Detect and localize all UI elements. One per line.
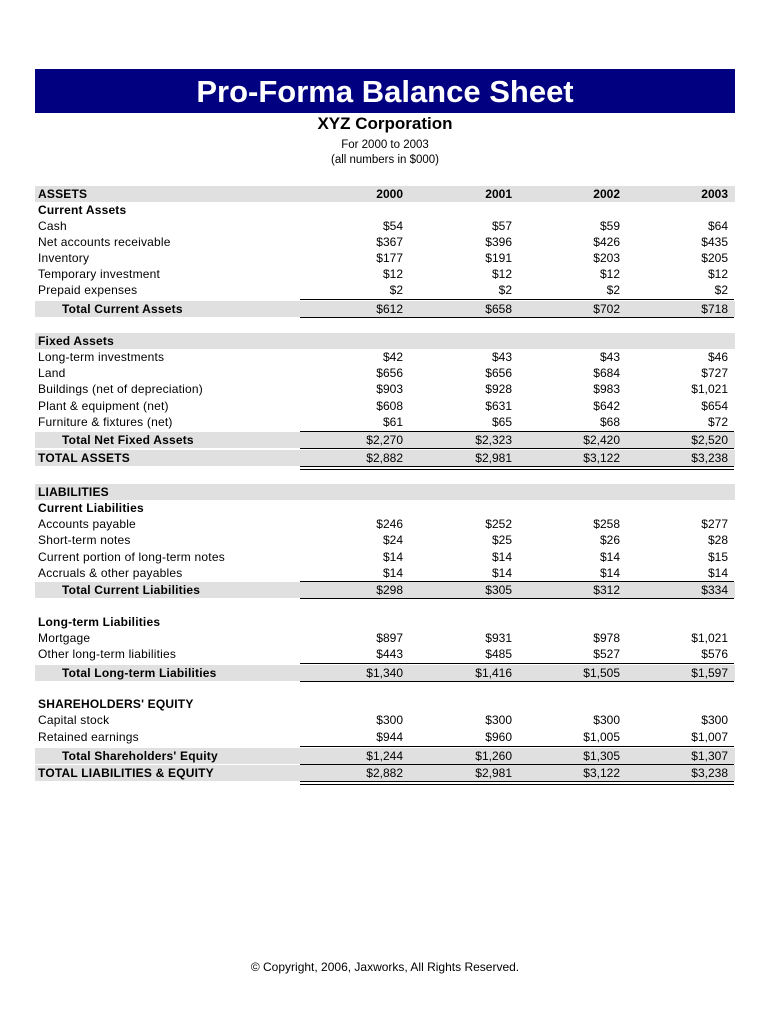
total-row	[35, 301, 735, 317]
total-value: $3,122	[583, 766, 620, 780]
cell-value: $1,005	[583, 730, 620, 744]
cell-value: $15	[707, 550, 728, 564]
cell-value: $576	[701, 647, 728, 661]
total-value: $2,520	[691, 433, 728, 447]
total-value: $3,238	[691, 451, 728, 465]
row-label: Temporary investment	[38, 267, 161, 281]
total-value: $1,305	[583, 749, 620, 763]
section-heading-row	[35, 614, 735, 630]
total-value: $3,238	[691, 766, 728, 780]
cell-value: $12	[707, 267, 728, 281]
total-value: $2,882	[366, 766, 403, 780]
row-label: Capital stock	[38, 713, 110, 727]
row-label: Land	[38, 366, 66, 380]
cell-value: $59	[599, 219, 620, 233]
divider-line	[300, 448, 734, 449]
cell-value: $527	[593, 647, 620, 661]
cell-value: $631	[485, 399, 512, 413]
cell-value: $205	[701, 251, 728, 265]
cell-value: $43	[491, 350, 512, 364]
cell-value: $252	[485, 517, 512, 531]
cell-value: $960	[485, 730, 512, 744]
liabilities-heading: LIABILITIES	[38, 485, 109, 499]
cell-value: $426	[593, 235, 620, 249]
row-label: Short-term notes	[38, 533, 131, 547]
cell-value: $1,007	[691, 730, 728, 744]
table-row	[35, 365, 735, 381]
total-value: $702	[593, 302, 620, 316]
table-row	[35, 349, 735, 365]
cell-value: $654	[701, 399, 728, 413]
total-value: $1,597	[691, 666, 728, 680]
cell-value: $12	[599, 267, 620, 281]
cell-value: $25	[491, 533, 512, 547]
cell-value: $42	[382, 350, 403, 364]
section-heading: Fixed Assets	[38, 334, 114, 348]
total-row	[35, 582, 735, 598]
cell-value: $300	[376, 713, 403, 727]
total-value: $718	[701, 302, 728, 316]
total-value: $298	[376, 583, 403, 597]
total-row	[35, 432, 735, 448]
row-label: Net accounts receivable	[38, 235, 171, 249]
cell-value: $246	[376, 517, 403, 531]
cell-value: $43	[599, 350, 620, 364]
total-value: $658	[485, 302, 512, 316]
total-value: $2,323	[475, 433, 512, 447]
row-label: Accounts payable	[38, 517, 136, 531]
total-value: $3,122	[583, 451, 620, 465]
cell-value: $14	[707, 566, 728, 580]
divider-line	[300, 784, 734, 785]
row-label: Plant & equipment (net)	[38, 399, 169, 413]
total-value: $1,244	[366, 749, 403, 763]
assets-header-row	[35, 186, 735, 202]
cell-value: $300	[485, 713, 512, 727]
cell-value: $396	[485, 235, 512, 249]
year-2000: 2000	[376, 187, 403, 201]
cell-value: $203	[593, 251, 620, 265]
total-label: Total Current Assets	[62, 302, 183, 316]
table-row	[35, 549, 735, 565]
section-heading: Current Assets	[38, 203, 127, 217]
section-heading-row	[35, 696, 735, 712]
total-value: $305	[485, 583, 512, 597]
table-row	[35, 218, 735, 234]
section-heading: SHAREHOLDERS' EQUITY	[38, 697, 194, 711]
cell-value: $608	[376, 399, 403, 413]
year-2003: 2003	[701, 187, 728, 201]
total-value: $2,981	[475, 451, 512, 465]
page-title: Pro-Forma Balance Sheet	[35, 69, 735, 113]
grand-total-row	[35, 450, 735, 466]
row-label: Cash	[38, 219, 67, 233]
cell-value: $928	[485, 382, 512, 396]
cell-value: $642	[593, 399, 620, 413]
cell-value: $300	[701, 713, 728, 727]
table-row	[35, 565, 735, 581]
cell-value: $944	[376, 730, 403, 744]
cell-value: $277	[701, 517, 728, 531]
divider-line	[300, 469, 734, 470]
divider-line	[300, 598, 734, 599]
total-value: $1,416	[475, 666, 512, 680]
section-heading: Current Liabilities	[38, 501, 144, 515]
table-row	[35, 516, 735, 532]
row-label: Furniture & fixtures (net)	[38, 415, 173, 429]
total-value: $1,340	[366, 666, 403, 680]
cell-value: $903	[376, 382, 403, 396]
cell-value: $485	[485, 647, 512, 661]
total-value: $334	[701, 583, 728, 597]
section-heading-row	[35, 333, 735, 349]
section-heading-row	[35, 500, 735, 516]
row-label: Mortgage	[38, 631, 91, 645]
row-label: Long-term investments	[38, 350, 165, 364]
table-row	[35, 266, 735, 282]
cell-value: $684	[593, 366, 620, 380]
cell-value: $64	[707, 219, 728, 233]
section-heading: Long-term Liabilities	[38, 615, 161, 629]
row-label: Prepaid expenses	[38, 283, 138, 297]
cell-value: $14	[599, 550, 620, 564]
table-row	[35, 282, 735, 298]
cell-value: $727	[701, 366, 728, 380]
liabilities-header-row	[35, 484, 735, 500]
cell-value: $2	[389, 283, 403, 297]
total-value: $1,260	[475, 749, 512, 763]
total-label: Total Shareholders' Equity	[62, 749, 218, 763]
total-value: $1,505	[583, 666, 620, 680]
row-label: Other long-term liabilities	[38, 647, 177, 661]
total-row	[35, 748, 735, 764]
total-label: Total Current Liabilities	[62, 583, 201, 597]
divider-line	[300, 663, 734, 664]
total-value: $612	[376, 302, 403, 316]
period-text: For 2000 to 2003	[341, 139, 429, 151]
cell-value: $68	[599, 415, 620, 429]
table-row	[35, 250, 735, 266]
cell-value: $2	[498, 283, 512, 297]
company-name: XYZ Corporation	[317, 114, 453, 133]
row-label: Inventory	[38, 251, 90, 265]
units-text: (all numbers in $000)	[330, 154, 440, 166]
cell-value: $54	[382, 219, 403, 233]
divider-line	[300, 781, 734, 782]
row-label: Retained earnings	[38, 730, 139, 744]
total-label: TOTAL ASSETS	[38, 451, 130, 465]
grand-total-row	[35, 765, 735, 781]
cell-value: $14	[382, 550, 403, 564]
cell-value: $65	[491, 415, 512, 429]
cell-value: $24	[382, 533, 403, 547]
cell-value: $28	[707, 533, 728, 547]
divider-line	[300, 317, 734, 318]
total-value: $1,307	[691, 749, 728, 763]
table-row	[35, 630, 735, 646]
copyright-text: © Copyright, 2006, Jaxworks, All Rights Reserved.	[250, 960, 520, 974]
cell-value: $2	[606, 283, 620, 297]
cell-value: $61	[382, 415, 403, 429]
cell-value: $177	[376, 251, 403, 265]
cell-value: $435	[701, 235, 728, 249]
divider-line	[300, 746, 734, 747]
cell-value: $1,021	[691, 382, 728, 396]
row-label: Buildings (net of depreciation)	[38, 382, 203, 396]
cell-value: $57	[491, 219, 512, 233]
cell-value: $656	[485, 366, 512, 380]
total-label: TOTAL LIABILITIES & EQUITY	[38, 766, 214, 780]
total-value: $2,270	[366, 433, 403, 447]
cell-value: $26	[599, 533, 620, 547]
cell-value: $14	[599, 566, 620, 580]
table-row	[35, 381, 735, 397]
cell-value: $14	[491, 550, 512, 564]
cell-value: $897	[376, 631, 403, 645]
table-row	[35, 414, 735, 430]
divider-line	[300, 466, 734, 467]
table-row	[35, 712, 735, 728]
table-row	[35, 398, 735, 414]
total-value: $312	[593, 583, 620, 597]
cell-value: $14	[382, 566, 403, 580]
row-label: Accruals & other payables	[38, 566, 183, 580]
cell-value: $72	[707, 415, 728, 429]
cell-value: $12	[491, 267, 512, 281]
cell-value: $367	[376, 235, 403, 249]
total-label: Total Net Fixed Assets	[62, 433, 194, 447]
cell-value: $191	[485, 251, 512, 265]
total-value: $2,420	[583, 433, 620, 447]
total-row	[35, 665, 735, 681]
total-value: $2,882	[366, 451, 403, 465]
cell-value: $931	[485, 631, 512, 645]
cell-value: $2	[714, 283, 728, 297]
cell-value: $1,021	[691, 631, 728, 645]
cell-value: $258	[593, 517, 620, 531]
row-label: Current portion of long-term notes	[38, 550, 225, 564]
cell-value: $656	[376, 366, 403, 380]
table-row	[35, 234, 735, 250]
cell-value: $978	[593, 631, 620, 645]
table-row	[35, 729, 735, 745]
current-assets-heading-row	[35, 202, 735, 218]
table-row	[35, 532, 735, 548]
cell-value: $443	[376, 647, 403, 661]
assets-heading: ASSETS	[38, 187, 88, 201]
total-label: Total Long-term Liabilities	[62, 666, 217, 680]
cell-value: $983	[593, 382, 620, 396]
cell-value: $14	[491, 566, 512, 580]
year-2001: 2001	[485, 187, 512, 201]
cell-value: $46	[707, 350, 728, 364]
cell-value: $12	[382, 267, 403, 281]
divider-line	[300, 299, 734, 300]
year-2002: 2002	[593, 187, 620, 201]
cell-value: $300	[593, 713, 620, 727]
total-value: $2,981	[475, 766, 512, 780]
table-row	[35, 646, 735, 662]
divider-line	[300, 681, 734, 682]
